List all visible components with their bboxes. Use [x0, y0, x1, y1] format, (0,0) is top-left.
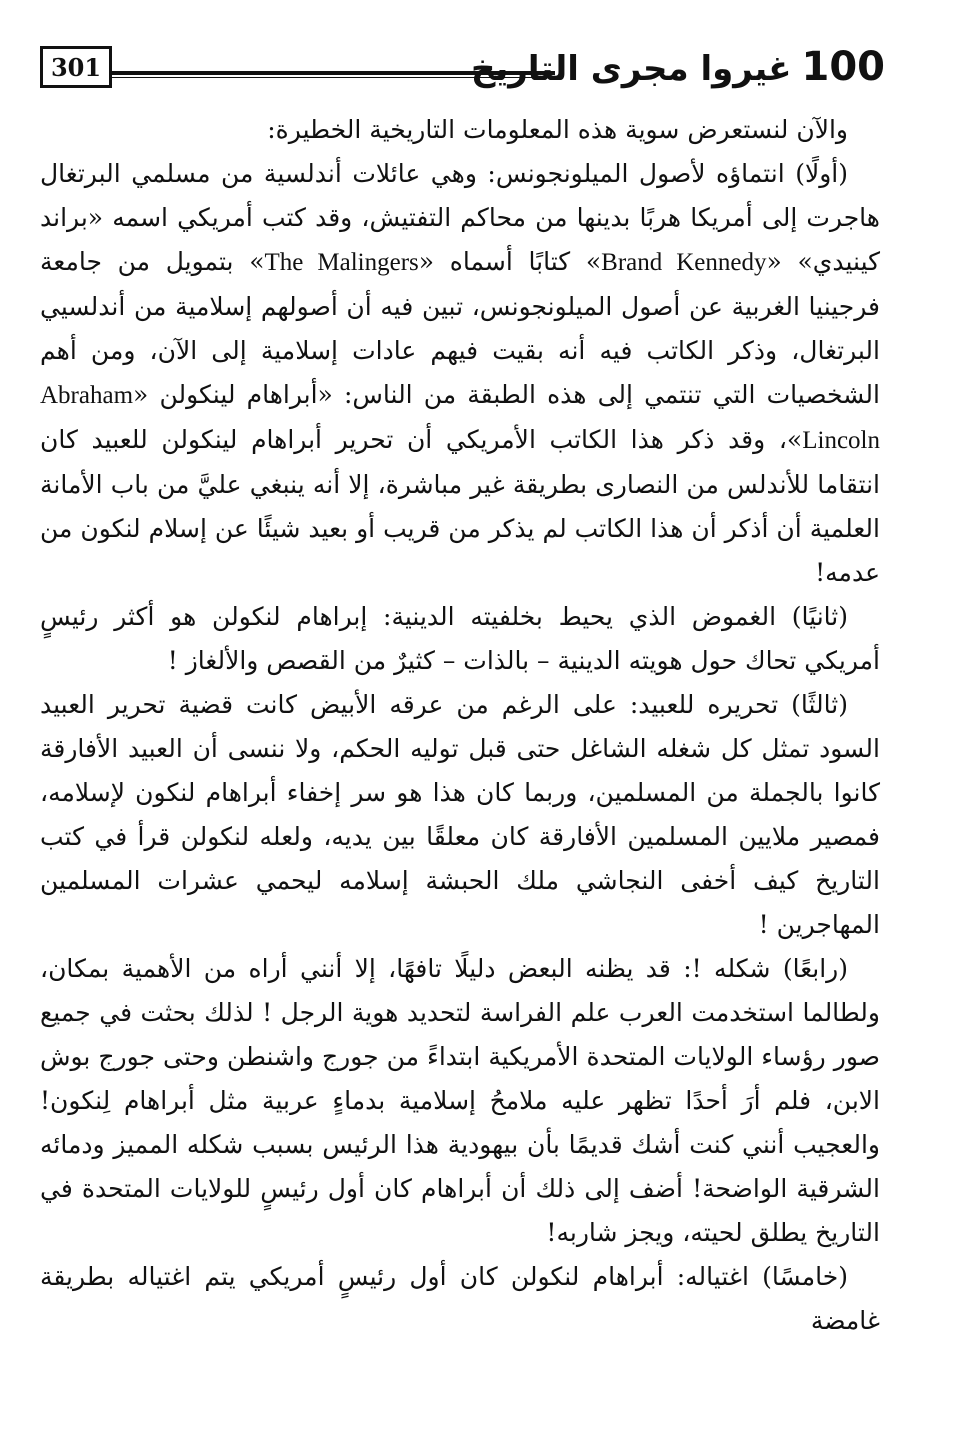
english-name-abraham-lincoln: Abraham Lincoln [40, 382, 880, 454]
book-title-number: 100 [801, 44, 885, 90]
page-header [40, 38, 885, 100]
paragraph-first-part-b: » كتابًا أسماه « [418, 247, 602, 276]
paragraph-first-part-d: »، وقد ذكر هذا الكاتب الأمريكي أن تحرير أبراهام لينكولن للعبيد كان انتقاما للأندلس من النصارى بطريقة غير مباشرة، إلا أنه ينبغي عليَّ من باب الأمانة العلمية أن أذكر أن هذا الكاتب لم يذكر من قريب أو بعيد شيئًا عن إسلام لنكون من عدمه! [40, 425, 880, 587]
page-number: 301 [40, 46, 112, 88]
book-title-text: غيروا مجرى التاريخ [471, 49, 792, 89]
english-name-brand-kennedy: Brand Kennedy [601, 249, 767, 276]
paragraph-fourth: (رابعًا) شكله !: قد يظنه البعض دليلًا تافهًا، إلا أنني أراه من الأهمية بمكان، ولطالما استخدمت العرب علم الفراسة لتحديد هوية الرجل ! لذلك بحثت في جميع صور رؤساء الولايات المتحدة الأمريكية ابتداءً من جورج واشنطن وحتى جورج بوش الابن، فلم أرَ أحدًا تظهر عليه ملامحُ إسلامية بدماءٍ عربية مثل أبراهام لِنكون! والعجيب أنني كنت أشك قديمًا بأن بيهودية هذا الرئيس بسبب شكله المميز ودمائه الشرقية الواضحة! أضف إلى ذلك أن أبراهام كان أول رئيسٍ للولايات المتحدة في التاريخ يطلق لحيته، ويجز شاربه! [40, 954, 880, 1247]
book-title [471, 38, 885, 98]
intro-paragraph: والآن لنستعرض سوية هذه المعلومات التاريخية الخطيرة: [267, 115, 848, 144]
english-name-the-malingers: The Malingers [264, 249, 419, 276]
paragraph-fifth: (خامسًا) اغتياله: أبراهام لنكولن كان أول رئيسٍ أمريكي يتم اغتياله بطريقة غامضة [40, 1262, 880, 1335]
paragraph-first-part-a: (أولًا) انتماؤه لأصول الميلونجونس: وهي عائلات أندلسية من مسلمي البرتغال هاجرت إلى أمريكا هربًا بدينها من محاكم التفتيش، وقد كتب أمريكي اسمه «براند كينيدي» « [40, 159, 881, 276]
paragraph-first [40, 152, 880, 595]
paragraph-third: (ثالثًا) تحريره للعبيد: على الرغم من عرقه الأبيض كانت قضية تحرير العبيد السود تمثل كل شغله الشاغل حتى قبل توليه الحكم، ولا ننسى أن العبيد الأفارقة كانوا بالجملة من المسلمين، وربما كان هذا هو سر إخفاء أبراهام لنكون لإسلامه، فمصير ملايين المسلمين الأفارقة كان معلقًا بين يديه، ولعله لنكولن قرأ في كتب التاريخ كيف أخفى النجاشي ملك الحبشة إسلامه ليحمي عشرات المسلمين المهاجرين ! [40, 690, 880, 939]
paragraph-first-part-c: » بتمويل من جامعة فرجينيا الغربية عن أصول الميلونجونس، تبين فيه أن أصولهم إسلامية من أندلسيي البرتغال، وذكر الكاتب فيه أنه بقيت فيهم عادات إسلامية إلى الآن، ومن أهم الشخصيات التي تنتمي إلى هذه الطبقة من الناس: «أبراهام لينكولن « [40, 247, 880, 409]
paragraph-second: (ثانيًا) الغموض الذي يحيط بخلفيته الدينية: إبراهام لنكولن هو أكثر رئيسٍ أمريكي تحاك حول هويته الدينية – بالذات – كثيرٌ من القصص والألغاز ! [40, 602, 880, 675]
page-body [40, 108, 880, 1343]
